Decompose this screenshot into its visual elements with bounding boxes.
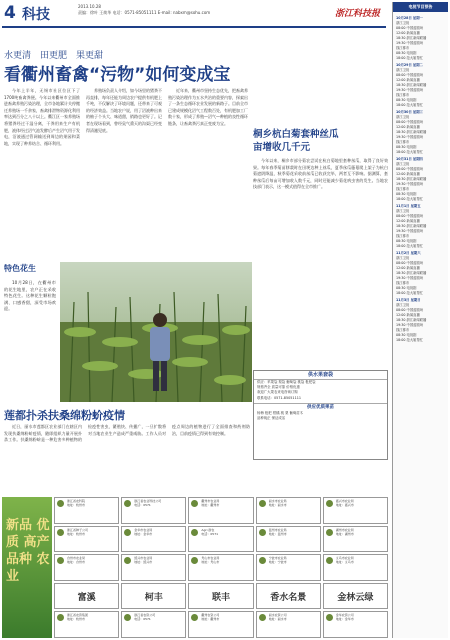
ad-company-name: 温州市农业局 — [268, 527, 287, 532]
ad-company-info: 电话：0571 — [134, 503, 151, 507]
tv-listing-item: 19:30 中国蓝剧场 — [396, 88, 424, 92]
tv-listing-item: 18:30 浙江新闻联播 — [396, 36, 427, 40]
brand-logo-icon — [191, 614, 198, 621]
ad-company-name: Agri 浙农 — [201, 527, 215, 532]
ad-grid-cell[interactable] — [256, 583, 321, 610]
article-main-col2-text: 养殖场负责人介绍，如今场里的猪粪不再直排，每年还能为周边农户提供有机肥上千吨，不仅解决了环境问题，还带来了可观的经济效益。当地农户说，用了沼液种出来的柚子个头大、味道甜，销路也更好了。记者在现场看到，曾经臭气熏天的沟渠已经变得清澈见底。 — [86, 88, 162, 133]
brand-logo-icon — [259, 557, 266, 564]
tv-listing-item: 08:30 电视剧 — [396, 98, 417, 102]
ad-box — [253, 370, 388, 460]
tv-listing-item: 18:00 范大姐帮忙 — [396, 291, 424, 295]
ad-grid-cell[interactable] — [54, 611, 119, 638]
tv-listing-item: 12:00 新闻直播 — [396, 266, 420, 270]
ad-company-info: 地址：宁波市 — [268, 560, 287, 565]
tv-listing-date: 11月1日 星期五 — [396, 204, 421, 208]
brand-logo-icon — [259, 500, 266, 507]
tv-listing-item: 钱江都市 — [396, 234, 410, 238]
ad-brand-name: 柯丰 — [144, 592, 163, 603]
brand-logo-icon — [57, 614, 64, 621]
ad-company-name: 衢州农资公司 — [201, 613, 220, 618]
ad-brand-name: 富溪 — [77, 592, 96, 603]
tv-listing-item: 钱江都市 — [396, 140, 410, 144]
ad-grid-cell[interactable] — [54, 497, 119, 524]
tv-listing-list — [393, 12, 448, 345]
ad-line: 规格齐全 质量可靠 价格优惠 — [257, 385, 300, 390]
ad-brand-name: 金林云绿 — [337, 592, 374, 603]
right-article-body — [253, 158, 388, 366]
tv-listing-item: 18:00 范大姐帮忙 — [396, 338, 424, 342]
ad-company-name: 金华市农业局 — [134, 527, 153, 532]
brand-logo-icon — [326, 614, 333, 621]
ad-company-name: 丽水农资公司 — [268, 613, 287, 618]
ad-company-info: 地址：杭州市 — [67, 503, 86, 507]
brand-logo-icon — [191, 500, 198, 507]
brand-logo-icon — [191, 529, 198, 536]
tv-listing-date: 10月28日 星期一 — [396, 16, 423, 20]
ad-grid-cell[interactable] — [323, 526, 388, 553]
ad-company-info: 地址：丽水市 — [268, 503, 287, 507]
ad-grid-cell[interactable] — [121, 611, 186, 638]
ad-company-name: 湖州市农业局 — [335, 527, 354, 532]
tv-listing-item: 08:00 中国蓝剧场 — [396, 214, 424, 218]
tv-listing-item: 18:00 范大姐帮忙 — [396, 103, 424, 107]
tv-listing-item: 19:30 中国蓝剧场 — [396, 182, 424, 186]
tv-listing-item: 浙江卫视 — [396, 256, 410, 260]
tv-listing-date: 10月29日 星期二 — [396, 63, 423, 67]
ad-company-name: 浙江省种子公司 — [67, 527, 89, 532]
ad-grid-cell[interactable] — [54, 583, 119, 610]
ad-grid-cell[interactable] — [323, 583, 388, 610]
ad-company-info: 地址：杭州市 — [67, 617, 86, 622]
tv-listing-item: 浙江卫视 — [396, 21, 410, 25]
ad-grid — [54, 497, 388, 638]
ad-company-info: 地址：湖州市 — [335, 531, 354, 536]
main-photo — [60, 262, 252, 402]
tv-listing-item: 08:00 中国蓝剧场 — [396, 261, 424, 265]
ad-grid-cell[interactable] — [188, 583, 253, 610]
slogan-banner — [2, 497, 52, 638]
ad-company-name: 舟山市农业局 — [201, 556, 220, 561]
article-main-col3 — [168, 88, 248, 258]
ad-company-info: 地址：衢州市 — [201, 617, 220, 622]
ad-company-name: 绍兴市农业局 — [134, 556, 153, 561]
tv-listing-item: 钱江都市 — [396, 46, 410, 50]
brand-logo-icon — [124, 500, 131, 507]
ad-company-info: 地址：舟山市 — [201, 560, 220, 565]
photo-caption-text — [4, 280, 56, 398]
tv-listing-item: 浙江卫视 — [396, 303, 410, 307]
tv-listing-item: 08:00 中国蓝剧场 — [396, 308, 424, 312]
ad-lines — [254, 380, 387, 401]
photo-caption-title: 特色花生 — [4, 264, 36, 273]
tv-listing-item: 19:30 中国蓝剧场 — [396, 276, 424, 280]
brand-logo-icon — [259, 529, 266, 536]
page-number: 4 — [4, 3, 16, 23]
ad-line: 供应：苹果袋 梨袋 葡萄袋 桃袋 枇杷袋 — [257, 380, 316, 384]
slogan-text: 新品 优质 高产 品种 农业 — [6, 518, 50, 584]
tv-listing-item: 12:00 新闻直播 — [396, 125, 420, 129]
brand-logo-icon — [124, 614, 131, 621]
section-title: 科技 — [22, 7, 50, 23]
ad-company-name: 台州市农业局 — [67, 556, 86, 561]
ad-line: 欢迎广大果农来电咨询订购 — [257, 390, 298, 395]
tv-listing-date: 10月31日 星期四 — [396, 157, 423, 161]
tv-listing-item: 08:00 中国蓝剧场 — [396, 26, 424, 30]
lotus-article-headline: 莲都扑杀扶桑绵粉蚧疫情 — [4, 409, 125, 422]
ad-grid-cell[interactable] — [323, 611, 388, 638]
tv-listing-item: 浙江卫视 — [396, 162, 410, 166]
ad-grid-cell[interactable] — [121, 554, 186, 581]
tv-listing-column — [392, 2, 448, 638]
tv-listing-item: 浙江卫视 — [396, 115, 410, 119]
ad-title: 供水果套袋 — [254, 371, 387, 380]
ad-grid-cell[interactable] — [121, 497, 186, 524]
brand-logo-icon — [124, 557, 131, 564]
tv-listing-item: 08:00 中国蓝剧场 — [396, 167, 424, 171]
tv-listing-item: 12:00 新闻直播 — [396, 172, 420, 176]
tv-listing-item: 08:00 中国蓝剧场 — [396, 120, 424, 124]
tv-listing-item: 18:30 浙江新闻联播 — [396, 177, 427, 181]
brand-logo-icon — [124, 529, 131, 536]
ad-company-info: 地址：绍兴市 — [134, 560, 153, 565]
ad-grid-cell[interactable] — [121, 526, 186, 553]
ad-company-name: 义乌市农业局 — [335, 556, 354, 561]
tv-listing-item: 08:30 电视剧 — [396, 51, 417, 55]
ad-subline: 杨梅 枇杷 柑橘 桃 梨 葡萄苗木 — [257, 410, 304, 415]
ad-company-info: 地址：丽水市 — [268, 617, 287, 622]
tv-listing-item: 钱江都市 — [396, 187, 410, 191]
ad-grid-cell[interactable] — [54, 526, 119, 553]
ad-company-info: 地址：金华市 — [335, 617, 354, 622]
header-meta — [78, 4, 210, 16]
tv-listing-date: 11月3日 星期日 — [396, 298, 421, 302]
brand-logo-icon — [326, 557, 333, 564]
ad-company-name: 衢州市农业局 — [201, 499, 220, 503]
tv-listing-item: 12:00 新闻直播 — [396, 31, 420, 35]
tv-listing-item: 08:30 电视剧 — [396, 286, 417, 290]
ad-company-name: 浙江省农业科技公司 — [134, 499, 162, 503]
tv-listing-item: 08:30 电视剧 — [396, 333, 417, 337]
ad-company-name: 金华农资公司 — [335, 613, 354, 618]
ad-company-name: 宁波市农业局 — [268, 556, 287, 561]
ad-grid-cell[interactable] — [256, 554, 321, 581]
field-photo-image — [60, 262, 252, 402]
ad-company-info: 地址：台州市 — [67, 560, 86, 565]
ad-company-name: 嘉兴市农业局 — [335, 499, 354, 503]
brand-logo-icon — [326, 500, 333, 507]
ad-grid-cell[interactable] — [188, 497, 253, 524]
brand-logo-icon — [57, 500, 64, 507]
tv-listing-item: 18:30 浙江新闻联播 — [396, 130, 427, 134]
tv-listing-item: 钱江都市 — [396, 281, 410, 285]
ad-brand-name: 联丰 — [211, 592, 230, 603]
tv-listing-item: 18:00 范大姐帮忙 — [396, 244, 424, 248]
ad-grid-cell[interactable] — [323, 554, 388, 581]
ad-company-info: 地址：金华市 — [134, 531, 153, 536]
tv-listing-item: 钱江都市 — [396, 328, 410, 332]
tv-listing-item: 12:00 新闻直播 — [396, 313, 420, 317]
tv-listing-item: 18:30 浙江新闻联播 — [396, 271, 427, 275]
ad-company-info: 地址：义乌市 — [335, 560, 354, 565]
ad-subtitle: 供应优质果苗 — [254, 403, 387, 411]
ad-grid-cell[interactable] — [256, 497, 321, 524]
tv-listing-date: 10月30日 星期三 — [396, 110, 423, 114]
tv-listing-item: 08:30 电视剧 — [396, 192, 417, 196]
tv-listing-item: 18:30 浙江新闻联播 — [396, 83, 427, 87]
ad-company-name: 浙江省农资公司 — [134, 613, 156, 618]
tv-listing-item: 18:00 范大姐帮忙 — [396, 197, 424, 201]
ad-company-info: 地址：温州市 — [268, 531, 287, 536]
brand-logo-icon — [326, 529, 333, 536]
tv-listing-item: 18:00 范大姐帮忙 — [396, 150, 424, 154]
tv-listing-item: 19:30 中国蓝剧场 — [396, 323, 424, 327]
article-main-col1 — [4, 88, 80, 258]
brand-logo-icon — [57, 557, 64, 564]
ad-grid-cell[interactable] — [256, 611, 321, 638]
tv-listing-item: 08:30 电视剧 — [396, 239, 417, 243]
ad-company-info: 电话：0571 — [134, 617, 151, 622]
tv-listing-item: 08:00 中国蓝剧场 — [396, 73, 424, 77]
ad-sublines — [254, 411, 387, 421]
page-header — [2, 2, 386, 28]
tv-listing-title: 电视节目预告 — [393, 2, 448, 12]
tv-listing-item: 18:00 范大姐帮忙 — [396, 56, 424, 60]
tv-listing-item: 19:30 中国蓝剧场 — [396, 41, 424, 45]
ad-company-info: 地址：杭州市 — [67, 531, 86, 536]
ad-grid-cell[interactable] — [323, 497, 388, 524]
ad-company-name: 丽水市农业局 — [268, 499, 287, 503]
ad-grid-cell[interactable] — [54, 554, 119, 581]
ad-grid-cell[interactable] — [188, 611, 253, 638]
header-editor: 责编：徐叶 王焕华 电话：0571-85051111 E-mail: nabxm@sohu.com — [78, 10, 211, 15]
article-headline: 看衢州畜禽“污物”如何变成宝 — [4, 65, 231, 85]
tv-listing-item: 12:00 新闻直播 — [396, 219, 420, 223]
ad-company-name: 浙江省农科院 — [67, 499, 86, 503]
article-main-col1-text: 今年上半年，无锡市社区位区下了1700吨畜禽粪便。今年以来衢州市全面推进畜禽养殖污染治理，全市各地累计关停搬迁养殖场一千余家，畜禽排泄物资源化利用率达到百分之八十以上。衢江区一家养殖场将猪粪经过干湿分离，干粪用来生产有机肥，液体经过沼气池发酵后产生沼气用于发电，沼液通过管网输送到周边的果园和菜地，实现了种养结合、循环利用。 — [4, 88, 80, 146]
article-kicker: 水更清 田更肥 果更甜 — [4, 51, 104, 61]
tv-listing-item: 08:30 电视剧 — [396, 145, 417, 149]
tv-listing-item: 浙江卫视 — [396, 68, 410, 72]
ad-grid-cell[interactable] — [121, 583, 186, 610]
tv-listing-item: 12:00 新闻直播 — [396, 78, 420, 82]
ad-line: 联系电话：0571-85051111 — [257, 395, 302, 400]
ad-grid-cell[interactable] — [188, 526, 253, 553]
right-article-text: 今年以来，桐乡市部分菊农尝试在杭白菊地里套种丝瓜，取得了良好效果。每年春季菊苗移栽时在田埂边种上丝瓜，夏季丝瓜藤蔓爬上架子为杭白菊遮阴降温，秋季菊花采收前丝瓜已收获完毕，两者互不影响。据测算，套种丝瓜后每亩可增加收入数千元，同时还能减少菊花病虫害的发生。当地农技部门表示，这一模式值得在全市推广。 — [253, 158, 388, 190]
brand-logo-icon — [57, 529, 64, 536]
right-article-headline-line2: 亩增收几千元 — [253, 142, 311, 153]
ad-subline: 品种纯正 保证成活 — [257, 416, 286, 421]
lotus-article-text: 近日，丽水市莲都区农业部门在辖区内发现扶桑绵粉蚧疫情，随即组织力量开展扑杀工作。扶桑绵粉蚧是一种危害多种植物的检疫性害虫，繁殖快、传播广，一旦扩散将对当地农业生产造成严重威胁。工作人员对疫点周边的植物进行了全面排查和药剂防治，目前疫情已得到有效控制。 — [4, 424, 250, 443]
paper-logo: 浙江科技报 — [334, 9, 380, 19]
article-main-col3-text: 近年来，衢州市坚持生态优先，把畜禽养殖污染治理作为五水共治的重要内容，探索出了一条生态循环农业发展的新路子。目前全市已建成规模化沼气工程数百处，有机肥加工厂数十家，形成了养殖—沼气—种植的良性循环链条，让畜禽粪污真正变废为宝。 — [168, 88, 248, 126]
tv-listing-date: 11月2日 星期六 — [396, 251, 421, 255]
ad-company-info: 地址：嘉兴市 — [335, 503, 354, 507]
brand-logo-icon — [191, 557, 198, 564]
brand-logo-icon — [259, 614, 266, 621]
tv-listing-item: 19:30 中国蓝剧场 — [396, 229, 424, 233]
right-article-headline-line1: 桐乡杭白菊套种丝瓜 — [253, 129, 339, 140]
ad-company-info: 地址：衢州市 — [201, 503, 220, 507]
right-article-headline — [253, 128, 339, 154]
tv-listing-item: 18:30 浙江新闻联播 — [396, 224, 427, 228]
ad-brand-name: 香水名景 — [270, 592, 307, 603]
photo-caption-body: 10月28日，在衢州市的花生地里，农户正在采收特色花生。这种花生颗粒饱满、口感香甜，深受市场欢迎。 — [4, 280, 56, 312]
header-date: 2013.10.28 — [78, 4, 101, 9]
tv-listing-item: 浙江卫视 — [396, 209, 410, 213]
tv-listing-item: 18:30 浙江新闻联播 — [396, 318, 427, 322]
ad-grid-cell[interactable] — [256, 526, 321, 553]
tv-listing-item: 钱江都市 — [396, 93, 410, 97]
lotus-article-body — [4, 424, 250, 490]
ad-company-name: 浙江省农资集团 — [67, 613, 89, 618]
article-main-col2 — [86, 88, 162, 258]
ad-company-info: 电话：0571 — [201, 531, 219, 536]
lotus-article-body-cont — [253, 462, 388, 492]
ad-grid-cell[interactable] — [188, 554, 253, 581]
tv-listing-item: 19:30 中国蓝剧场 — [396, 135, 424, 139]
